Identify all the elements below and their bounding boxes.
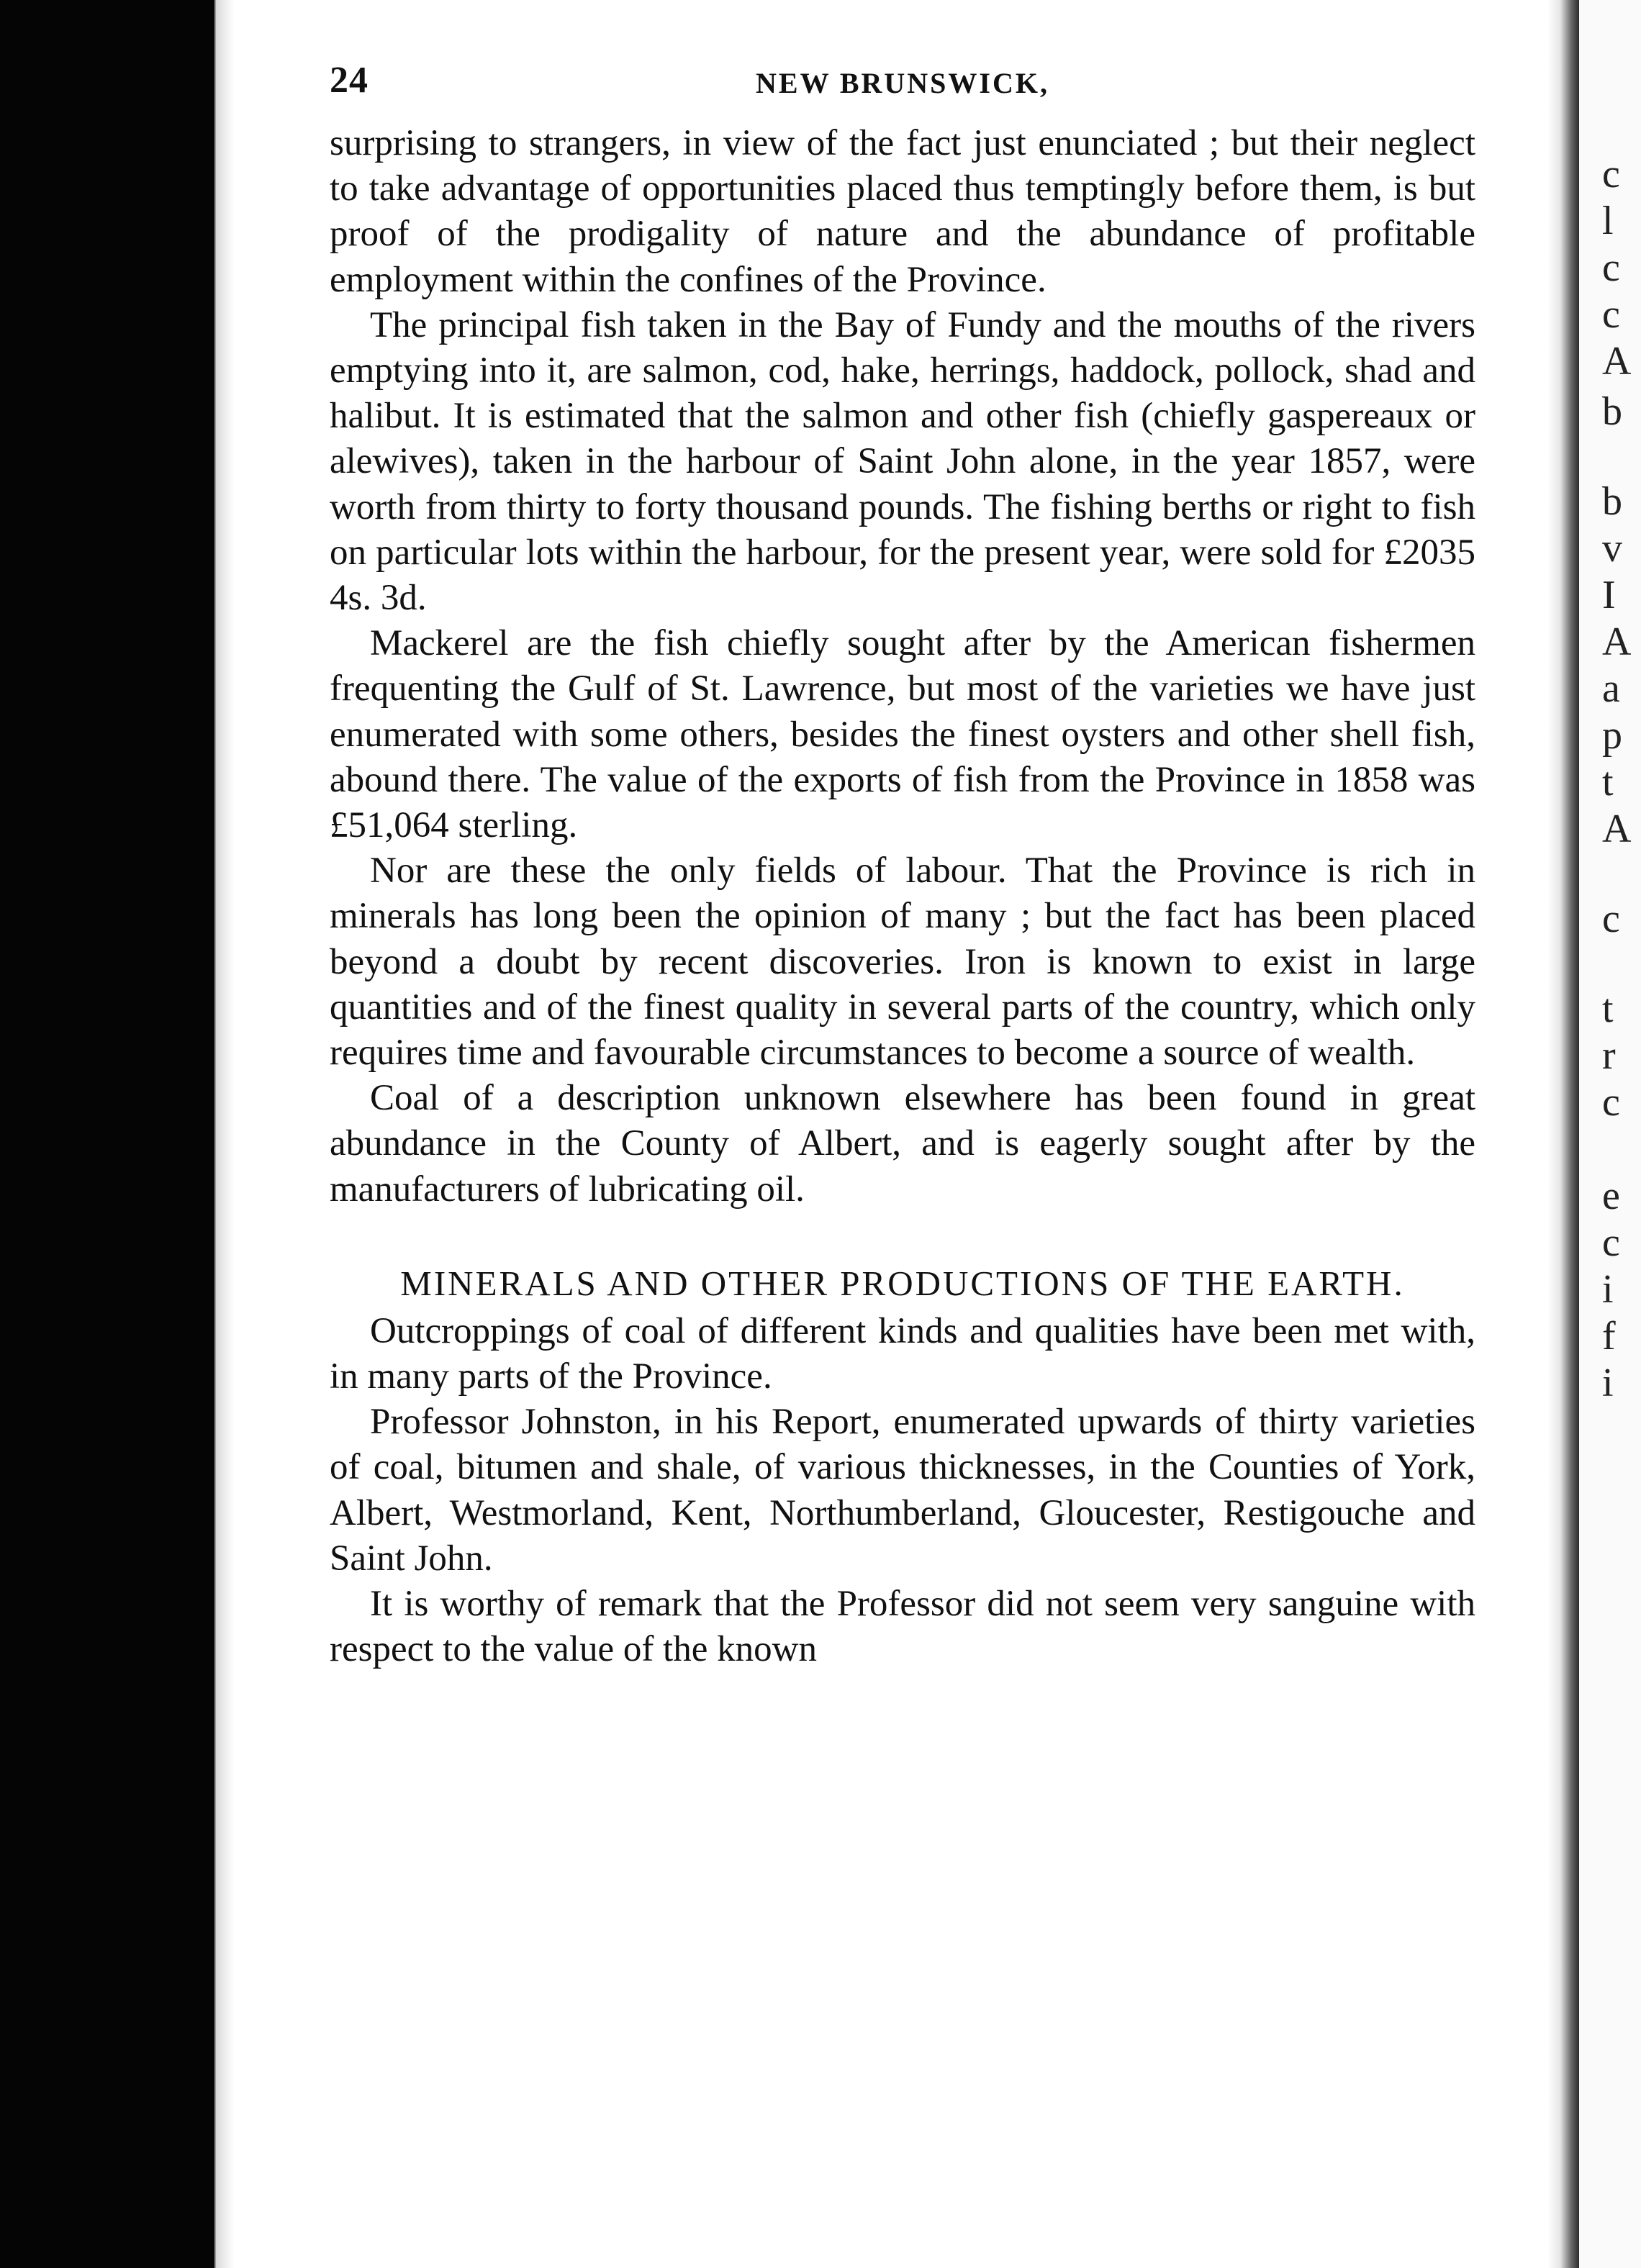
adjacent-page-glyph: e <box>1602 1174 1620 1218</box>
adjacent-page-glyph: f <box>1602 1314 1616 1358</box>
paragraph: Coal of a description unknown elsewhere has been found in great abundance in the County of Albert, and is eagerly sought after by the manufacturers of lubricating oil. <box>330 1078 1475 1210</box>
adjacent-page-glyph: c <box>1602 152 1620 196</box>
paragraph: Professor Johnston, in his Report, enumerated upwards of thirty varieties of coal, bitumen and shale, of various thicknesses, in the Counties of York, Albert, Westmorland, Kent, Northumberland, Gloucester, Restigouche and Saint John. <box>330 1402 1475 1579</box>
adjacent-page-glyph: c <box>1602 897 1620 941</box>
paragraph: surprising to strangers, in view of the fact just enunciated ; but their neglect to take advantage of opportunities placed thus temptingly before them, is but proof of the prodigality of nature and the abundance of profitable employment within the confines of the Province. <box>330 123 1475 300</box>
adjacent-page-glyph: a <box>1602 666 1620 711</box>
adjacent-page-fragment <box>1579 0 1641 2268</box>
page-header <box>330 59 1475 121</box>
adjacent-page-glyph: t <box>1602 760 1614 804</box>
adjacent-page-glyph: p <box>1602 713 1622 758</box>
adjacent-page-glyph: b <box>1602 389 1622 434</box>
scan-left-margin <box>0 0 214 2268</box>
section-heading: MINERALS AND OTHER PRODUCTIONS OF THE EARTH. <box>400 1263 1405 1303</box>
adjacent-page-glyph: v <box>1602 526 1622 571</box>
adjacent-page-glyph: l <box>1602 199 1614 243</box>
adjacent-page-glyph: i <box>1602 1267 1614 1312</box>
adjacent-page-glyph: A <box>1602 620 1632 664</box>
adjacent-page-glyph: c <box>1602 245 1620 290</box>
adjacent-page-glyph: b <box>1602 479 1622 524</box>
paragraph: It is worthy of remark that the Professor did not seem very sanguine with respect to the value of the known <box>330 1584 1475 1670</box>
body-text <box>330 121 1475 1673</box>
adjacent-page-glyph: i <box>1602 1361 1614 1405</box>
paragraph: The principal fish taken in the Bay of Fundy and the mouths of the rivers emptying into it, are salmon, cod, hake, herrings, haddock, pollock, shad and halibut. It is estimated that the salmon and other fish (chiefly gaspereaux or alewives), taken in the harbour of Saint John alone, in the year 1857, were worth from thirty to forty thousand pounds. The fishing berths or right to fish on particular lots within the harbour, for the present year, were sold for £2035 4s. 3d. <box>330 304 1475 619</box>
adjacent-page-glyph: c <box>1602 1080 1620 1125</box>
adjacent-page-glyph: I <box>1602 573 1616 617</box>
book-page <box>330 59 1475 1673</box>
adjacent-page-glyph: c <box>1602 1220 1620 1265</box>
paragraph: Mackerel are the fish chiefly sought after by the American fishermen frequenting the Gulf of St. Lawrence, but most of the varieties we have just enumerated with some others, besides the finest oysters and other shell fish, abound there. The value of the exports of fish from the Province in 1858 was £51,064 sterling. <box>330 623 1475 846</box>
adjacent-page-glyph: r <box>1602 1033 1616 1078</box>
adjacent-page-glyph: c <box>1602 292 1620 337</box>
paragraph: Outcroppings of coal of different kinds and qualities have been met with, in many parts of the Province. <box>330 1310 1475 1397</box>
page-number: 24 <box>330 60 369 101</box>
adjacent-page-glyph: A <box>1602 339 1632 384</box>
page-edge <box>214 0 235 2268</box>
adjacent-page-glyph: A <box>1602 807 1632 851</box>
adjacent-page-glyph: t <box>1602 986 1614 1031</box>
paragraph: Nor are these the only fields of labour. That the Province is rich in minerals has long been the opinion of many ; but the fact has been placed beyond a doubt by recent discoveries. Iron is known to exist in large quantities and of the finest quality in several parts of the country, which only requires time and favourable circumstances to become a source of wealth. <box>330 850 1475 1074</box>
binding-gutter <box>1547 0 1579 2268</box>
running-title: NEW BRUNSWICK, <box>756 67 1049 99</box>
